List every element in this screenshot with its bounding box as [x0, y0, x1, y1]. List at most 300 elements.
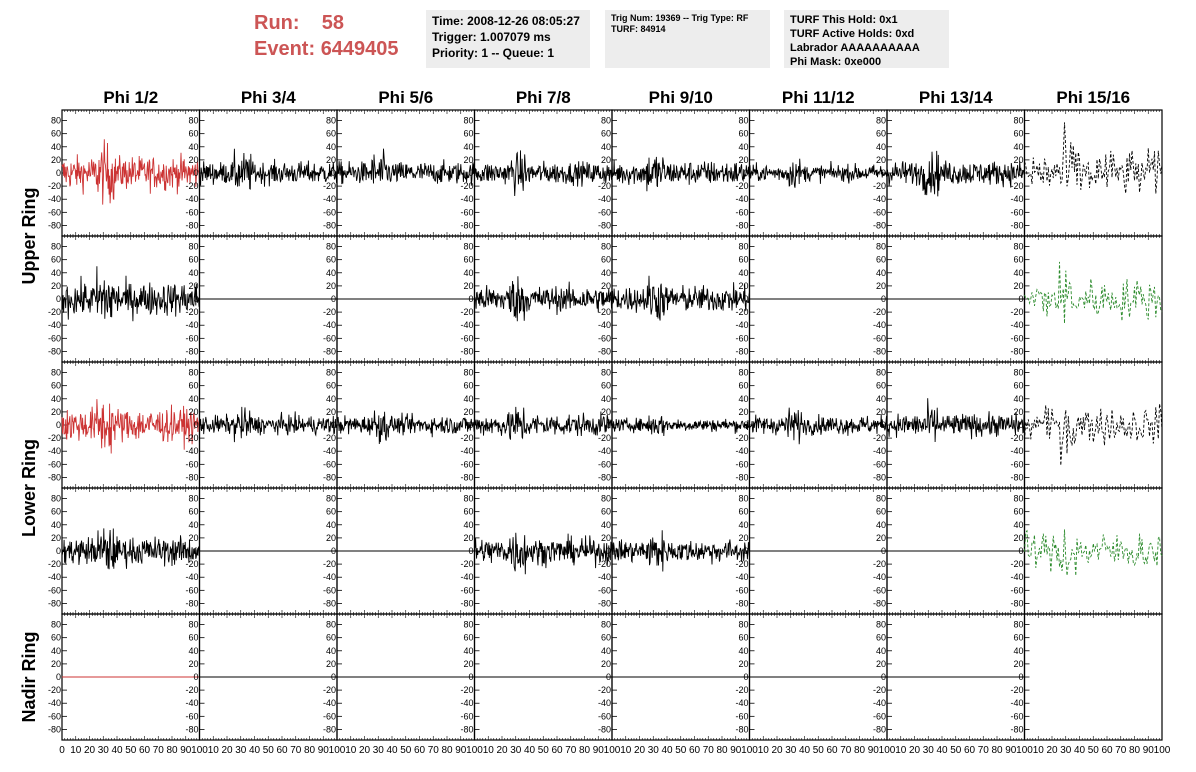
x-tick-label: 100 [741, 745, 758, 756]
y-tick-label: -40 [597, 194, 611, 205]
y-tick-label: 60 [50, 632, 61, 643]
y-tick-label: 40 [738, 141, 749, 152]
x-tick-label: 0 [59, 745, 65, 756]
y-tick-label: -60 [872, 459, 886, 470]
y-tick-label: 40 [738, 267, 749, 278]
y-tick-label: -60 [735, 333, 749, 344]
y-tick-label: -20 [735, 307, 749, 318]
y-tick-label: 60 [738, 506, 749, 517]
x-tick-label: 80 [1128, 745, 1141, 756]
x-tick-label: 10 [895, 745, 907, 756]
x-tick-label: 60 [688, 745, 701, 756]
y-tick-label: 80 [50, 241, 61, 252]
y-tick-label: -60 [322, 585, 336, 596]
y-tick-label: 40 [1013, 393, 1024, 404]
y-tick-label: 60 [875, 128, 886, 139]
y-tick-label: 80 [463, 367, 474, 378]
y-tick-label: -60 [185, 333, 199, 344]
y-tick-label: 40 [600, 645, 611, 656]
column-title: Phi 5/6 [378, 88, 434, 107]
y-tick-label: 0 [193, 294, 199, 304]
time-line: Time: 2008-12-26 08:05:27 [432, 14, 580, 28]
ring-label: Lower Ring [19, 439, 39, 537]
y-tick-label: 0 [193, 672, 199, 682]
y-tick-label: 0 [605, 168, 611, 178]
x-tick-label: 70 [702, 745, 714, 756]
waveform-trace [475, 276, 613, 321]
y-tick-label: -20 [460, 433, 474, 444]
y-tick-label: 60 [600, 254, 611, 265]
waveform-trace [1025, 529, 1163, 576]
x-tick-label: 100 [466, 745, 483, 756]
y-tick-label: -60 [185, 711, 199, 722]
y-tick-label: 40 [600, 141, 611, 152]
y-tick-label: 40 [875, 645, 886, 656]
y-tick-label: 20 [600, 280, 611, 291]
x-tick-label: 40 [936, 745, 948, 756]
y-tick-label: 0 [743, 168, 749, 178]
x-tick-label: 30 [785, 745, 797, 756]
y-tick-label: 40 [188, 519, 199, 530]
y-tick-label: -60 [322, 711, 336, 722]
y-tick-label: -60 [597, 333, 611, 344]
y-tick-label: 40 [463, 519, 474, 530]
x-tick-label: 50 [1087, 745, 1099, 756]
x-tick-label: 30 [510, 745, 522, 756]
y-tick-label: 20 [463, 154, 474, 165]
y-tick-label: 60 [738, 632, 749, 643]
x-tick-label: 50 [950, 745, 962, 756]
x-tick-label: 90 [317, 745, 329, 756]
y-tick-label: -20 [185, 559, 199, 570]
x-tick-label: 60 [551, 745, 563, 756]
y-tick-label: 80 [1013, 493, 1024, 504]
y-tick-label: 0 [1018, 168, 1024, 178]
y-tick-label: 40 [188, 393, 199, 404]
x-tick-label: 90 [592, 745, 604, 756]
x-tick-label: 30 [647, 745, 659, 756]
x-tick-label: 10 [482, 745, 494, 756]
y-tick-label: 80 [600, 619, 611, 630]
waveform-trace [612, 154, 750, 191]
x-tick-label: 40 [248, 745, 261, 756]
y-tick-label: -20 [872, 433, 886, 444]
y-tick-label: -80 [735, 598, 749, 609]
y-tick-label: -40 [322, 446, 336, 457]
y-tick-label: -80 [735, 472, 749, 483]
y-tick-label: -20 [185, 181, 199, 192]
y-tick-label: 40 [188, 141, 199, 152]
x-tick-label: 50 [537, 745, 549, 756]
column-title: Phi 15/16 [1056, 88, 1131, 107]
y-tick-label: 80 [875, 115, 886, 126]
x-tick-label: 20 [221, 745, 233, 756]
y-tick-label: 40 [50, 519, 61, 530]
x-tick-label: 90 [1005, 745, 1017, 756]
y-tick-label: 60 [325, 632, 336, 643]
y-tick-label: 20 [50, 406, 61, 417]
y-tick-label: -40 [597, 320, 611, 331]
y-tick-label: 0 [1018, 420, 1024, 430]
panel-frame [1025, 362, 1163, 488]
y-tick-label: 80 [600, 241, 611, 252]
y-tick-label: 40 [875, 141, 886, 152]
x-tick-label: 20 [633, 745, 646, 756]
y-tick-label: 20 [188, 532, 199, 543]
y-tick-label: 20 [1013, 658, 1024, 669]
y-tick-label: -80 [185, 346, 199, 357]
y-tick-label: 80 [1013, 241, 1024, 252]
x-tick-label: 30 [1060, 745, 1072, 756]
panel-frame [1025, 614, 1163, 740]
y-tick-label: 20 [1013, 532, 1024, 543]
y-tick-label: 60 [50, 128, 61, 139]
waveform-trace [1025, 262, 1163, 324]
y-tick-label: 20 [188, 154, 199, 165]
y-tick-label: -40 [1010, 572, 1024, 583]
y-tick-label: 60 [188, 128, 199, 139]
y-tick-label: -20 [735, 559, 749, 570]
y-tick-label: 60 [875, 632, 886, 643]
y-tick-label: 60 [875, 254, 886, 265]
y-tick-label: 20 [1013, 280, 1024, 291]
y-tick-label: -60 [460, 333, 474, 344]
y-tick-label: -60 [47, 711, 61, 722]
y-tick-label: -80 [185, 724, 199, 735]
y-tick-label: 40 [325, 267, 336, 278]
y-tick-label: -20 [735, 433, 749, 444]
turf-active-line: TURF Active Holds: 0xd [790, 28, 915, 40]
y-tick-label: -20 [1010, 181, 1024, 192]
y-tick-label: 20 [600, 658, 611, 669]
y-tick-label: 40 [325, 141, 336, 152]
y-tick-label: -20 [735, 181, 749, 192]
y-tick-label: 0 [193, 168, 199, 178]
waveform-trace [337, 149, 475, 186]
y-tick-label: -40 [47, 446, 61, 457]
y-tick-label: 20 [325, 154, 336, 165]
y-tick-label: -80 [460, 598, 474, 609]
y-tick-label: -20 [322, 559, 336, 570]
y-tick-label: 20 [463, 658, 474, 669]
y-tick-label: -20 [872, 559, 886, 570]
y-tick-label: 0 [55, 168, 61, 178]
x-tick-label: 100 [1153, 745, 1171, 756]
y-tick-label: 40 [1013, 267, 1024, 278]
y-tick-label: -40 [460, 194, 474, 205]
y-tick-label: 80 [600, 493, 611, 504]
y-tick-label: 0 [468, 546, 474, 556]
y-tick-label: 60 [325, 506, 336, 517]
y-tick-label: 60 [50, 254, 61, 265]
x-tick-label: 30 [922, 745, 934, 756]
y-tick-label: 0 [743, 420, 749, 430]
x-tick-label: 70 [427, 745, 439, 756]
y-tick-label: -20 [47, 559, 61, 570]
y-tick-label: 60 [188, 254, 199, 265]
y-tick-label: -20 [1010, 433, 1024, 444]
y-tick-label: -40 [597, 446, 611, 457]
x-tick-label: 10 [207, 745, 219, 756]
y-tick-label: 80 [50, 115, 61, 126]
trigger-line: Trigger: 1.007079 ms [432, 30, 551, 44]
y-tick-label: -40 [1010, 698, 1024, 709]
y-tick-label: 80 [50, 619, 61, 630]
y-tick-label: 40 [188, 267, 199, 278]
x-tick-label: 70 [152, 745, 164, 756]
y-tick-label: 20 [50, 658, 61, 669]
y-tick-label: 60 [1013, 380, 1024, 391]
y-tick-label: -40 [735, 698, 749, 709]
ring-label: Upper Ring [19, 187, 39, 285]
y-tick-label: -40 [597, 698, 611, 709]
y-tick-label: -80 [47, 346, 61, 357]
waveform-trace [200, 407, 338, 442]
x-tick-label: 60 [276, 745, 288, 756]
event-value: 6449405 [320, 38, 399, 60]
y-tick-label: -80 [185, 472, 199, 483]
x-tick-label: 60 [138, 745, 151, 756]
y-tick-label: 0 [55, 672, 61, 682]
x-tick-label: 10 [757, 745, 769, 756]
x-tick-label: 10 [345, 745, 357, 756]
y-tick-label: 80 [463, 493, 474, 504]
y-tick-label: -80 [1010, 724, 1024, 735]
y-tick-label: -40 [47, 320, 61, 331]
y-tick-label: -20 [185, 685, 199, 696]
y-tick-label: 0 [605, 672, 611, 682]
x-tick-label: 20 [1046, 745, 1058, 756]
y-tick-label: -60 [185, 207, 199, 218]
y-tick-label: -20 [460, 685, 474, 696]
x-tick-label: 70 [840, 745, 852, 756]
x-tick-label: 90 [867, 745, 879, 756]
y-tick-label: -60 [735, 459, 749, 470]
y-tick-label: -40 [47, 698, 61, 709]
y-tick-label: -20 [597, 433, 611, 444]
column-title: Phi 13/14 [918, 88, 993, 107]
y-tick-label: 20 [463, 532, 474, 543]
y-tick-label: 40 [463, 267, 474, 278]
y-tick-label: -40 [735, 572, 749, 583]
y-tick-label: -40 [1010, 446, 1024, 457]
y-tick-label: 20 [875, 532, 886, 543]
x-tick-label: 50 [675, 745, 687, 756]
y-tick-label: -40 [872, 194, 886, 205]
y-tick-label: -80 [460, 346, 474, 357]
column-title: Phi 11/12 [781, 88, 855, 107]
y-tick-label: -60 [322, 459, 336, 470]
x-tick-label: 60 [1101, 745, 1113, 756]
y-tick-label: -20 [872, 685, 886, 696]
y-tick-label: 60 [738, 380, 749, 391]
x-tick-label: 50 [125, 745, 137, 756]
y-tick-label: 0 [193, 420, 199, 430]
phi-mask-line: Phi Mask: 0xe000 [790, 56, 882, 68]
y-tick-label: -60 [460, 711, 474, 722]
x-tick-label: 100 [191, 745, 208, 756]
y-tick-label: -80 [735, 724, 749, 735]
event-label: Event: [254, 38, 316, 60]
y-tick-label: -40 [597, 572, 611, 583]
y-tick-label: 0 [1018, 672, 1024, 682]
y-tick-label: 0 [605, 420, 611, 430]
y-tick-label: 80 [1013, 619, 1024, 630]
y-tick-label: -20 [872, 181, 886, 192]
y-tick-label: 80 [325, 367, 336, 378]
ring-label: Nadir Ring [19, 631, 39, 723]
y-tick-label: -20 [735, 685, 749, 696]
y-tick-label: 0 [55, 546, 61, 556]
waveform-trace [337, 411, 475, 445]
y-tick-label: 80 [875, 493, 886, 504]
y-tick-label: 80 [738, 367, 749, 378]
y-tick-label: 60 [875, 380, 886, 391]
x-tick-label: 90 [730, 745, 742, 756]
y-tick-label: 80 [738, 115, 749, 126]
y-tick-label: 40 [50, 141, 61, 152]
labrador-line: Labrador AAAAAAAAAA [790, 42, 920, 54]
y-tick-label: -40 [735, 320, 749, 331]
x-tick-label: 40 [523, 745, 536, 756]
y-tick-label: -60 [1010, 585, 1024, 596]
priority-line: Priority: 1 -- Queue: 1 [432, 46, 555, 60]
y-tick-label: 20 [463, 406, 474, 417]
y-tick-label: -60 [47, 333, 61, 344]
y-tick-label: 60 [600, 632, 611, 643]
y-tick-label: 80 [875, 619, 886, 630]
y-tick-label: 0 [330, 672, 336, 682]
x-tick-label: 70 [1115, 745, 1127, 756]
y-tick-label: 0 [468, 168, 474, 178]
y-tick-label: 80 [738, 619, 749, 630]
y-tick-label: 60 [463, 380, 474, 391]
column-title: Phi 3/4 [240, 88, 296, 107]
waveform-trace [62, 266, 200, 321]
y-tick-label: 40 [325, 519, 336, 530]
y-tick-label: 60 [600, 380, 611, 391]
y-tick-label: -60 [460, 459, 474, 470]
y-tick-label: -80 [597, 220, 611, 231]
y-tick-label: 20 [50, 532, 61, 543]
x-tick-label: 100 [328, 745, 346, 756]
y-tick-label: -60 [322, 207, 336, 218]
y-tick-label: -80 [735, 220, 749, 231]
y-tick-label: 80 [600, 115, 611, 126]
y-tick-label: -40 [185, 698, 199, 709]
y-tick-label: -40 [185, 320, 199, 331]
y-tick-label: 60 [188, 506, 199, 517]
y-tick-label: 20 [325, 532, 336, 543]
y-tick-label: 20 [50, 154, 61, 165]
y-tick-label: 80 [50, 367, 61, 378]
y-tick-label: 40 [875, 519, 886, 530]
y-tick-label: 60 [50, 380, 61, 391]
y-tick-label: 60 [325, 380, 336, 391]
y-tick-label: 80 [875, 367, 886, 378]
trig-num-line: Trig Num: 19369 -- Trig Type: RF [611, 13, 749, 23]
y-tick-label: -60 [872, 207, 886, 218]
y-tick-label: 0 [605, 294, 611, 304]
y-tick-label: 80 [1013, 115, 1024, 126]
y-tick-label: 20 [1013, 406, 1024, 417]
y-tick-label: 80 [188, 115, 199, 126]
y-tick-label: -80 [1010, 598, 1024, 609]
x-tick-label: 10 [620, 745, 632, 756]
y-tick-label: -60 [872, 711, 886, 722]
y-tick-label: -60 [872, 585, 886, 596]
y-tick-label: -80 [597, 346, 611, 357]
x-tick-label: 60 [826, 745, 838, 756]
y-tick-label: 60 [463, 632, 474, 643]
turf-hold-line: TURF This Hold: 0x1 [790, 14, 898, 26]
y-tick-label: 80 [325, 493, 336, 504]
y-tick-label: -80 [1010, 472, 1024, 483]
y-tick-label: 0 [880, 294, 886, 304]
x-tick-label: 70 [290, 745, 302, 756]
x-tick-label: 30 [235, 745, 247, 756]
y-tick-label: -60 [47, 585, 61, 596]
y-tick-label: -40 [185, 194, 199, 205]
y-tick-label: -20 [460, 181, 474, 192]
waveform-trace [887, 398, 1025, 442]
x-tick-label: 20 [83, 745, 96, 756]
y-tick-label: -80 [322, 220, 336, 231]
y-tick-label: -60 [735, 585, 749, 596]
y-tick-label: 40 [50, 645, 61, 656]
y-tick-label: -80 [47, 724, 61, 735]
y-tick-label: 40 [325, 645, 336, 656]
y-tick-label: 40 [738, 519, 749, 530]
y-tick-label: 80 [325, 241, 336, 252]
y-tick-label: -80 [47, 472, 61, 483]
y-tick-label: -80 [872, 598, 886, 609]
y-tick-label: 60 [600, 506, 611, 517]
y-tick-label: 0 [55, 420, 61, 430]
y-tick-label: -40 [735, 194, 749, 205]
y-tick-label: -60 [597, 711, 611, 722]
waveform-trace [475, 533, 613, 574]
x-tick-label: 40 [386, 745, 398, 756]
y-tick-label: 0 [880, 168, 886, 178]
y-tick-label: -20 [47, 307, 61, 318]
y-tick-label: -60 [47, 207, 61, 218]
y-tick-label: -80 [872, 220, 886, 231]
x-tick-label: 80 [303, 745, 316, 756]
y-tick-label: -60 [322, 333, 336, 344]
y-tick-label: -80 [735, 346, 749, 357]
y-tick-label: 0 [55, 294, 61, 304]
x-tick-label: 80 [166, 745, 178, 756]
y-tick-label: 80 [738, 241, 749, 252]
y-tick-label: 80 [188, 619, 199, 630]
y-tick-label: -20 [322, 433, 336, 444]
y-tick-label: 40 [1013, 141, 1024, 152]
x-tick-label: 90 [455, 745, 467, 756]
x-tick-label: 80 [578, 745, 591, 756]
y-tick-label: -20 [597, 559, 611, 570]
y-tick-label: -40 [1010, 194, 1024, 205]
x-tick-label: 80 [716, 745, 728, 756]
y-tick-label: 40 [738, 645, 749, 656]
y-tick-label: 0 [468, 672, 474, 682]
y-tick-label: 80 [1013, 367, 1024, 378]
y-tick-label: 40 [1013, 645, 1024, 656]
column-title: Phi 7/8 [515, 88, 571, 107]
y-tick-label: 0 [468, 420, 474, 430]
y-tick-label: 80 [50, 493, 61, 504]
y-tick-label: 60 [325, 128, 336, 139]
